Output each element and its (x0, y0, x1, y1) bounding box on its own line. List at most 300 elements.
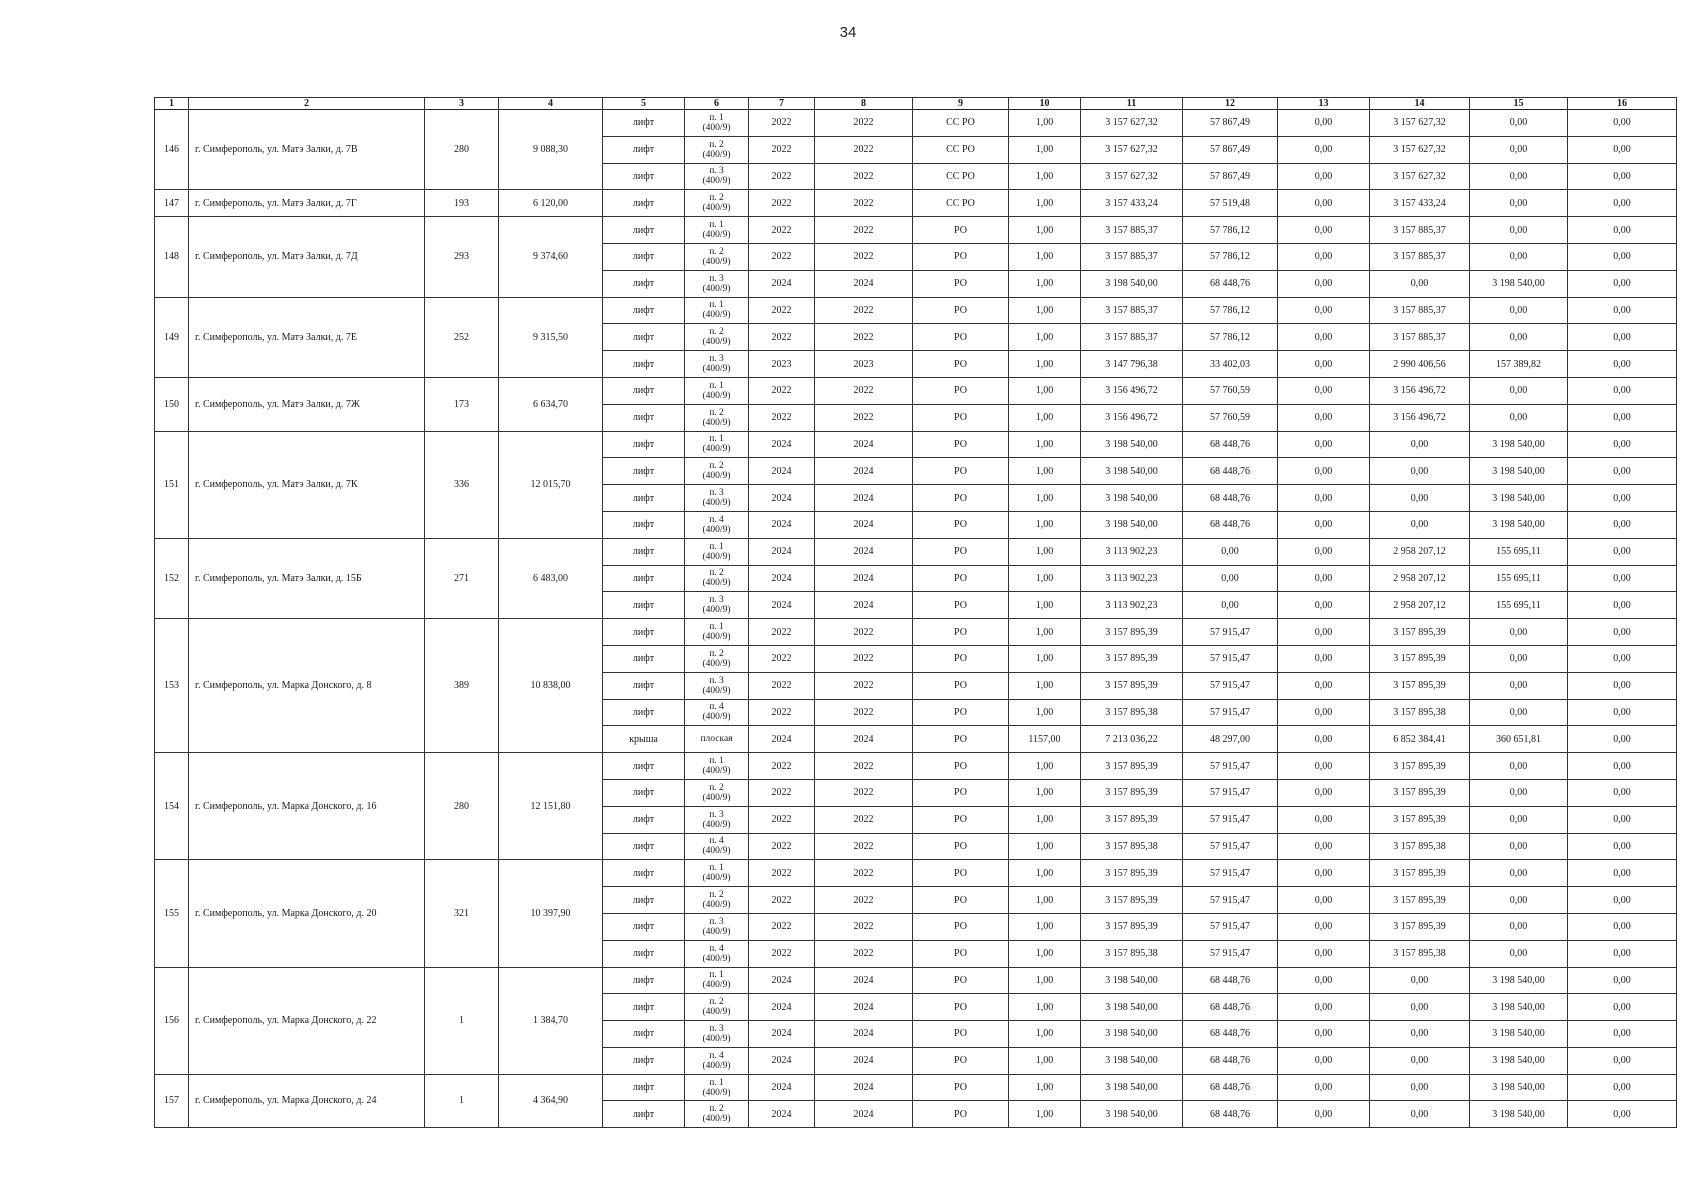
specific-cost-cell: 57 786,12 (1183, 324, 1278, 351)
table-row (155, 619, 1677, 646)
plan-year-end-cell: 2022 (815, 377, 913, 404)
house-number-cell: 154 (155, 753, 189, 860)
area-cell: 6 120,00 (499, 190, 603, 217)
cost-col-14-cell: 3 157 895,38 (1370, 833, 1470, 860)
operator-cell: РО (913, 243, 1009, 270)
plan-year-end-cell: 2024 (815, 592, 913, 619)
quantity-cell: 1,00 (1009, 404, 1081, 431)
plan-year-end-cell: 2024 (815, 1074, 913, 1101)
element-position-cell (685, 217, 749, 244)
cost-col-14-cell: 0,00 (1370, 1074, 1470, 1101)
lift-capacity-label: (400/9) (702, 310, 731, 321)
area-cell: 9 315,50 (499, 297, 603, 377)
plan-year-start-cell: 2022 (749, 110, 815, 137)
cost-col-15-cell: 0,00 (1470, 404, 1568, 431)
cost-col-14-cell: 3 157 885,37 (1370, 324, 1470, 351)
entrance-label: п. 4 (709, 943, 724, 954)
element-position-cell (685, 565, 749, 592)
specific-cost-cell: 57 915,47 (1183, 619, 1278, 646)
cost-col-16-cell: 0,00 (1568, 351, 1677, 378)
total-cost-cell: 3 198 540,00 (1081, 994, 1183, 1021)
plan-year-end-cell: 2022 (815, 324, 913, 351)
cost-col-15-cell: 0,00 (1470, 779, 1568, 806)
entrance-label: п. 4 (709, 1050, 724, 1061)
cost-col-13-cell: 0,00 (1278, 1101, 1370, 1128)
plan-year-end-cell: 2022 (815, 940, 913, 967)
lift-capacity-label: (400/9) (702, 819, 731, 830)
element-position-cell (685, 297, 749, 324)
cost-col-13-cell: 0,00 (1278, 404, 1370, 431)
cost-col-16-cell: 0,00 (1568, 806, 1677, 833)
entrance-label: п. 1 (709, 756, 724, 767)
cost-col-15-cell: 3 198 540,00 (1470, 1047, 1568, 1074)
cost-col-15-cell: 0,00 (1470, 217, 1568, 244)
cost-col-14-cell: 0,00 (1370, 458, 1470, 485)
cost-col-15-cell: 0,00 (1470, 672, 1568, 699)
element-type-cell: лифт (603, 1021, 685, 1048)
column-number-1: 1 (155, 98, 189, 110)
total-cost-cell: 3 157 627,32 (1081, 163, 1183, 190)
specific-cost-cell: 57 867,49 (1183, 136, 1278, 163)
specific-cost-cell: 57 915,47 (1183, 753, 1278, 780)
house-number-cell: 146 (155, 110, 189, 190)
plan-year-start-cell: 2022 (749, 190, 815, 217)
house-address-cell: г. Симферополь, ул. Матэ Залки, д. 7Г (189, 190, 425, 217)
cost-col-16-cell: 0,00 (1568, 431, 1677, 458)
total-cost-cell: 3 157 433,24 (1081, 190, 1183, 217)
total-cost-cell: 3 157 895,39 (1081, 619, 1183, 646)
cost-col-15-cell: 0,00 (1470, 699, 1568, 726)
element-type-cell: лифт (603, 994, 685, 1021)
operator-cell: РО (913, 833, 1009, 860)
specific-cost-cell: 57 915,47 (1183, 833, 1278, 860)
capital-repair-register-table (154, 97, 1677, 1128)
element-type-cell: лифт (603, 136, 685, 163)
plan-year-end-cell: 2022 (815, 753, 913, 780)
plan-year-start-cell: 2024 (749, 270, 815, 297)
lift-capacity-label: (400/9) (702, 712, 731, 723)
element-position-cell (685, 967, 749, 994)
specific-cost-cell: 68 448,76 (1183, 967, 1278, 994)
specific-cost-cell: 68 448,76 (1183, 1021, 1278, 1048)
element-position-cell (685, 779, 749, 806)
specific-cost-cell: 68 448,76 (1183, 1101, 1278, 1128)
specific-cost-cell: 57 915,47 (1183, 645, 1278, 672)
cost-col-16-cell: 0,00 (1568, 270, 1677, 297)
cost-col-16-cell: 0,00 (1568, 1101, 1677, 1128)
house-address-cell: г. Симферополь, ул. Матэ Залки, д. 15Б (189, 538, 425, 618)
cost-col-14-cell: 0,00 (1370, 967, 1470, 994)
table-row (155, 1074, 1677, 1101)
quantity-cell: 1,00 (1009, 217, 1081, 244)
operator-cell: РО (913, 619, 1009, 646)
quantity-cell: 1,00 (1009, 1101, 1081, 1128)
element-type-cell: лифт (603, 377, 685, 404)
operator-cell: РО (913, 994, 1009, 1021)
entrance-label: плоская (700, 734, 733, 745)
plan-year-start-cell: 2022 (749, 243, 815, 270)
total-cost-cell: 3 157 627,32 (1081, 136, 1183, 163)
plan-year-start-cell: 2024 (749, 994, 815, 1021)
entrance-label: п. 2 (709, 461, 724, 472)
cost-col-15-cell: 0,00 (1470, 243, 1568, 270)
operator-cell: РО (913, 592, 1009, 619)
plan-year-start-cell: 2022 (749, 136, 815, 163)
cost-col-13-cell: 0,00 (1278, 967, 1370, 994)
cost-col-14-cell: 2 958 207,12 (1370, 538, 1470, 565)
element-position-cell (685, 538, 749, 565)
quantity-cell: 1,00 (1009, 377, 1081, 404)
entrance-label: п. 2 (709, 1104, 724, 1115)
column-number-2: 2 (189, 98, 425, 110)
column-number-6: 6 (685, 98, 749, 110)
cost-col-13-cell: 0,00 (1278, 538, 1370, 565)
specific-cost-cell: 0,00 (1183, 565, 1278, 592)
area-cell: 12 015,70 (499, 431, 603, 538)
total-cost-cell: 3 157 895,39 (1081, 672, 1183, 699)
quantity-cell: 1,00 (1009, 645, 1081, 672)
cost-col-13-cell: 0,00 (1278, 672, 1370, 699)
element-position-cell (685, 511, 749, 538)
quantity-cell: 1,00 (1009, 860, 1081, 887)
cost-col-13-cell: 0,00 (1278, 860, 1370, 887)
cost-col-16-cell: 0,00 (1568, 458, 1677, 485)
total-cost-cell: 3 113 902,23 (1081, 592, 1183, 619)
plan-year-start-cell: 2022 (749, 699, 815, 726)
element-position-cell (685, 592, 749, 619)
element-type-cell: лифт (603, 270, 685, 297)
operator-cell: РО (913, 860, 1009, 887)
cost-col-13-cell: 0,00 (1278, 1047, 1370, 1074)
quantity-cell: 1,00 (1009, 887, 1081, 914)
specific-cost-cell: 57 786,12 (1183, 243, 1278, 270)
area-cell: 10 838,00 (499, 619, 603, 753)
plan-year-start-cell: 2022 (749, 217, 815, 244)
residents-count-cell: 252 (425, 297, 499, 377)
column-number-3: 3 (425, 98, 499, 110)
total-cost-cell: 3 157 885,37 (1081, 243, 1183, 270)
lift-capacity-label: (400/9) (702, 551, 731, 562)
total-cost-cell: 3 157 895,38 (1081, 699, 1183, 726)
element-type-cell: лифт (603, 940, 685, 967)
total-cost-cell: 3 157 895,39 (1081, 806, 1183, 833)
lift-capacity-label: (400/9) (702, 766, 731, 777)
operator-cell: РО (913, 1101, 1009, 1128)
specific-cost-cell: 0,00 (1183, 592, 1278, 619)
cost-col-16-cell: 0,00 (1568, 779, 1677, 806)
plan-year-start-cell: 2022 (749, 404, 815, 431)
entrance-label: п. 3 (709, 166, 724, 177)
plan-year-end-cell: 2022 (815, 833, 913, 860)
house-address-cell: г. Симферополь, ул. Матэ Залки, д. 7Ж (189, 377, 425, 431)
cost-col-14-cell: 3 157 895,39 (1370, 753, 1470, 780)
operator-cell: РО (913, 779, 1009, 806)
plan-year-start-cell: 2024 (749, 431, 815, 458)
plan-year-start-cell: 2024 (749, 1021, 815, 1048)
entrance-label: п. 1 (709, 112, 724, 123)
element-position-cell (685, 190, 749, 217)
column-number-14: 14 (1370, 98, 1470, 110)
plan-year-end-cell: 2022 (815, 297, 913, 324)
operator-cell: РО (913, 940, 1009, 967)
entrance-label: п. 4 (709, 836, 724, 847)
cost-col-16-cell: 0,00 (1568, 672, 1677, 699)
cost-col-15-cell: 0,00 (1470, 163, 1568, 190)
operator-cell: СС РО (913, 110, 1009, 137)
cost-col-14-cell: 0,00 (1370, 431, 1470, 458)
quantity-cell: 1,00 (1009, 511, 1081, 538)
cost-col-13-cell: 0,00 (1278, 592, 1370, 619)
total-cost-cell: 3 157 895,39 (1081, 645, 1183, 672)
element-position-cell (685, 485, 749, 512)
cost-col-13-cell: 0,00 (1278, 270, 1370, 297)
entrance-label: п. 2 (709, 139, 724, 150)
specific-cost-cell: 68 448,76 (1183, 994, 1278, 1021)
cost-col-13-cell: 0,00 (1278, 511, 1370, 538)
specific-cost-cell: 68 448,76 (1183, 1074, 1278, 1101)
cost-col-13-cell: 0,00 (1278, 297, 1370, 324)
element-type-cell: лифт (603, 190, 685, 217)
plan-year-end-cell: 2023 (815, 351, 913, 378)
cost-col-14-cell: 3 157 895,39 (1370, 860, 1470, 887)
quantity-cell: 1,00 (1009, 994, 1081, 1021)
entrance-label: п. 3 (709, 916, 724, 927)
operator-cell: РО (913, 699, 1009, 726)
element-position-cell (685, 163, 749, 190)
quantity-cell: 1,00 (1009, 136, 1081, 163)
specific-cost-cell: 57 915,47 (1183, 860, 1278, 887)
house-address-cell: г. Симферополь, ул. Матэ Залки, д. 7Е (189, 297, 425, 377)
lift-capacity-label: (400/9) (702, 1087, 731, 1098)
cost-col-14-cell: 3 157 885,37 (1370, 243, 1470, 270)
cost-col-16-cell: 0,00 (1568, 994, 1677, 1021)
total-cost-cell: 3 198 540,00 (1081, 967, 1183, 994)
quantity-cell: 1,00 (1009, 458, 1081, 485)
cost-col-15-cell: 0,00 (1470, 136, 1568, 163)
cost-col-16-cell: 0,00 (1568, 243, 1677, 270)
plan-year-end-cell: 2022 (815, 243, 913, 270)
entrance-label: п. 2 (709, 890, 724, 900)
element-position-cell (685, 1021, 749, 1048)
plan-year-end-cell: 2022 (815, 217, 913, 244)
quantity-cell: 1,00 (1009, 940, 1081, 967)
plan-year-start-cell: 2022 (749, 913, 815, 940)
total-cost-cell: 3 113 902,23 (1081, 565, 1183, 592)
column-number-15: 15 (1470, 98, 1568, 110)
operator-cell: РО (913, 913, 1009, 940)
lift-capacity-label: (400/9) (702, 685, 731, 696)
lift-capacity-label: (400/9) (702, 390, 731, 401)
element-position-cell (685, 699, 749, 726)
element-position-cell (685, 726, 749, 753)
quantity-cell: 1,00 (1009, 699, 1081, 726)
element-type-cell: лифт (603, 351, 685, 378)
element-type-cell: лифт (603, 110, 685, 137)
cost-col-15-cell: 0,00 (1470, 860, 1568, 887)
quantity-cell: 1,00 (1009, 270, 1081, 297)
cost-col-14-cell: 0,00 (1370, 994, 1470, 1021)
lift-capacity-label: (400/9) (702, 176, 731, 187)
element-type-cell: лифт (603, 967, 685, 994)
entrance-label: п. 3 (709, 354, 724, 365)
cost-col-15-cell: 155 695,11 (1470, 538, 1568, 565)
cost-col-16-cell: 0,00 (1568, 1021, 1677, 1048)
cost-col-14-cell: 0,00 (1370, 1101, 1470, 1128)
operator-cell: РО (913, 485, 1009, 512)
quantity-cell: 1,00 (1009, 538, 1081, 565)
operator-cell: РО (913, 377, 1009, 404)
plan-year-end-cell: 2022 (815, 136, 913, 163)
cost-col-14-cell: 0,00 (1370, 1047, 1470, 1074)
cost-col-14-cell: 3 157 895,39 (1370, 806, 1470, 833)
total-cost-cell: 3 198 540,00 (1081, 485, 1183, 512)
residents-count-cell: 280 (425, 110, 499, 190)
total-cost-cell: 3 198 540,00 (1081, 431, 1183, 458)
house-number-cell: 152 (155, 538, 189, 618)
area-cell: 6 483,00 (499, 538, 603, 618)
lift-capacity-label: (400/9) (702, 926, 731, 937)
cost-col-15-cell: 0,00 (1470, 619, 1568, 646)
specific-cost-cell: 57 915,47 (1183, 887, 1278, 914)
entrance-label: п. 3 (709, 809, 724, 820)
plan-year-start-cell: 2022 (749, 753, 815, 780)
total-cost-cell: 3 156 496,72 (1081, 404, 1183, 431)
lift-capacity-label: (400/9) (702, 122, 731, 133)
element-position-cell (685, 136, 749, 163)
element-type-cell: лифт (603, 217, 685, 244)
plan-year-start-cell: 2024 (749, 726, 815, 753)
operator-cell: РО (913, 270, 1009, 297)
area-cell: 9 088,30 (499, 110, 603, 190)
house-address-cell: г. Симферополь, ул. Марка Донского, д. 22 (189, 967, 425, 1074)
cost-col-13-cell: 0,00 (1278, 485, 1370, 512)
element-position-cell (685, 243, 749, 270)
lift-capacity-label: (400/9) (702, 230, 731, 241)
cost-col-13-cell: 0,00 (1278, 243, 1370, 270)
element-position-cell (685, 377, 749, 404)
entrance-label: п. 1 (709, 622, 724, 633)
total-cost-cell: 3 198 540,00 (1081, 1047, 1183, 1074)
plan-year-end-cell: 2022 (815, 190, 913, 217)
total-cost-cell: 3 198 540,00 (1081, 270, 1183, 297)
table-row (155, 538, 1677, 565)
cost-col-13-cell: 0,00 (1278, 779, 1370, 806)
entrance-label: п. 1 (709, 220, 724, 231)
total-cost-cell: 3 157 895,39 (1081, 779, 1183, 806)
house-number-cell: 153 (155, 619, 189, 753)
plan-year-end-cell: 2024 (815, 431, 913, 458)
entrance-label: п. 2 (709, 407, 724, 418)
cost-col-16-cell: 0,00 (1568, 619, 1677, 646)
area-cell: 10 397,90 (499, 860, 603, 967)
cost-col-16-cell: 0,00 (1568, 967, 1677, 994)
element-position-cell (685, 351, 749, 378)
area-cell: 1 384,70 (499, 967, 603, 1074)
entrance-label: п. 1 (709, 863, 724, 874)
cost-col-14-cell: 2 958 207,12 (1370, 565, 1470, 592)
entrance-label: п. 4 (709, 514, 724, 525)
specific-cost-cell: 33 402,03 (1183, 351, 1278, 378)
lift-capacity-label: (400/9) (702, 498, 731, 509)
lift-capacity-label: (400/9) (702, 149, 731, 160)
cost-col-16-cell: 0,00 (1568, 377, 1677, 404)
plan-year-start-cell: 2022 (749, 672, 815, 699)
cost-col-15-cell: 3 198 540,00 (1470, 458, 1568, 485)
quantity-cell: 1,00 (1009, 163, 1081, 190)
cost-col-13-cell: 0,00 (1278, 940, 1370, 967)
element-type-cell: крыша (603, 726, 685, 753)
cost-col-15-cell: 0,00 (1470, 645, 1568, 672)
cost-col-13-cell: 0,00 (1278, 806, 1370, 833)
cost-col-14-cell: 3 156 496,72 (1370, 404, 1470, 431)
cost-col-14-cell: 3 157 627,32 (1370, 136, 1470, 163)
cost-col-14-cell: 3 157 885,37 (1370, 217, 1470, 244)
plan-year-start-cell: 2022 (749, 806, 815, 833)
cost-col-14-cell: 3 157 885,37 (1370, 297, 1470, 324)
quantity-cell: 1,00 (1009, 485, 1081, 512)
cost-col-15-cell: 3 198 540,00 (1470, 1101, 1568, 1128)
entrance-label: п. 2 (709, 997, 724, 1008)
cost-col-14-cell: 0,00 (1370, 511, 1470, 538)
element-position-cell (685, 913, 749, 940)
lift-capacity-label: (400/9) (702, 632, 731, 643)
specific-cost-cell: 57 786,12 (1183, 217, 1278, 244)
residents-count-cell: 173 (425, 377, 499, 431)
cost-col-13-cell: 0,00 (1278, 565, 1370, 592)
house-address-cell: г. Симферополь, ул. Матэ Залки, д. 7К (189, 431, 425, 538)
element-type-cell: лифт (603, 592, 685, 619)
element-position-cell (685, 940, 749, 967)
quantity-cell: 1,00 (1009, 1047, 1081, 1074)
cost-col-13-cell: 0,00 (1278, 377, 1370, 404)
specific-cost-cell: 57 915,47 (1183, 913, 1278, 940)
cost-col-14-cell: 3 157 895,39 (1370, 619, 1470, 646)
element-type-cell: лифт (603, 511, 685, 538)
cost-col-16-cell: 0,00 (1568, 217, 1677, 244)
house-address-cell: г. Симферополь, ул. Марка Донского, д. 8 (189, 619, 425, 753)
house-number-cell: 148 (155, 217, 189, 297)
residents-count-cell: 1 (425, 967, 499, 1074)
plan-year-end-cell: 2024 (815, 565, 913, 592)
element-position-cell (685, 324, 749, 351)
cost-col-13-cell: 0,00 (1278, 431, 1370, 458)
cost-col-16-cell: 0,00 (1568, 511, 1677, 538)
specific-cost-cell: 57 867,49 (1183, 163, 1278, 190)
table-row (155, 431, 1677, 458)
plan-year-end-cell: 2024 (815, 1021, 913, 1048)
total-cost-cell: 7 213 036,22 (1081, 726, 1183, 753)
cost-col-15-cell: 0,00 (1470, 887, 1568, 914)
cost-col-15-cell: 0,00 (1470, 324, 1568, 351)
quantity-cell: 1157,00 (1009, 726, 1081, 753)
cost-col-16-cell: 0,00 (1568, 645, 1677, 672)
element-type-cell: лифт (603, 806, 685, 833)
area-cell: 6 634,70 (499, 377, 603, 431)
operator-cell: РО (913, 458, 1009, 485)
table-row (155, 110, 1677, 137)
plan-year-end-cell: 2024 (815, 511, 913, 538)
house-number-cell: 149 (155, 297, 189, 377)
cost-col-13-cell: 0,00 (1278, 726, 1370, 753)
column-number-12: 12 (1183, 98, 1278, 110)
lift-capacity-label: (400/9) (702, 900, 731, 910)
plan-year-start-cell: 2024 (749, 511, 815, 538)
plan-year-start-cell: 2022 (749, 163, 815, 190)
specific-cost-cell: 68 448,76 (1183, 431, 1278, 458)
quantity-cell: 1,00 (1009, 967, 1081, 994)
lift-capacity-label: (400/9) (702, 792, 731, 803)
cost-col-14-cell: 2 990 406,56 (1370, 351, 1470, 378)
